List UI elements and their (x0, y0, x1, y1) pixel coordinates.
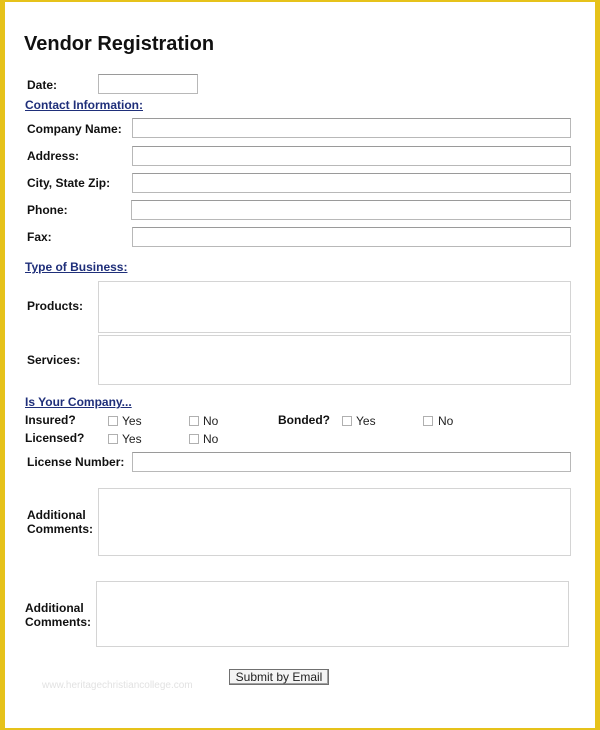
licensed-label: Licensed? (25, 431, 85, 445)
products-label: Products: (27, 299, 84, 313)
phone-label: Phone: (27, 203, 68, 217)
licensed-no-checkbox[interactable] (189, 434, 199, 444)
licensed-yes-checkbox[interactable] (108, 434, 118, 444)
bonded-label: Bonded? (278, 413, 330, 427)
license-number-input[interactable] (132, 452, 571, 472)
additional-comments-label-1a: Additional (27, 508, 86, 522)
company-name-label: Company Name: (27, 122, 122, 136)
insured-yes-checkbox[interactable] (108, 416, 118, 426)
products-textarea[interactable] (98, 281, 571, 333)
watermark-text: www.heritagechristiancollege.com (42, 680, 193, 691)
additional-comments-label-2a: Additional (25, 601, 84, 615)
additional-comments-textarea-2[interactable] (96, 581, 569, 647)
additional-comments-label-2b: Comments: (25, 615, 92, 629)
bonded-yes-checkbox[interactable] (342, 416, 352, 426)
insured-no-checkbox[interactable] (189, 416, 199, 426)
city-state-zip-input[interactable] (132, 173, 571, 193)
additional-comments-label-1b: Comments: (27, 522, 94, 536)
bonded-yes-label: Yes (356, 414, 376, 428)
submit-by-email-button[interactable]: Submit by Email (229, 669, 329, 685)
page-title: Vendor Registration (24, 33, 215, 55)
city-state-zip-label: City, State Zip: (27, 176, 111, 190)
company-section-heading: Is Your Company... (25, 395, 132, 409)
fax-label: Fax: (27, 230, 52, 244)
services-label: Services: (27, 353, 81, 367)
company-name-input[interactable] (132, 118, 571, 138)
insured-no-label: No (203, 414, 219, 428)
date-label: Date: (27, 78, 58, 92)
date-input[interactable] (98, 74, 198, 94)
contact-section-heading: Contact Information: (25, 98, 143, 112)
bonded-no-checkbox[interactable] (423, 416, 433, 426)
address-input[interactable] (132, 146, 571, 166)
licensed-yes-label: Yes (122, 432, 142, 446)
fax-input[interactable] (132, 227, 571, 247)
insured-yes-label: Yes (122, 414, 142, 428)
licensed-no-label: No (203, 432, 219, 446)
bonded-no-label: No (438, 414, 454, 428)
business-section-heading: Type of Business: (25, 260, 128, 274)
address-label: Address: (27, 149, 80, 163)
license-number-label: License Number: (27, 455, 125, 469)
phone-input[interactable] (131, 200, 571, 220)
additional-comments-textarea-1[interactable] (98, 488, 571, 556)
services-textarea[interactable] (98, 335, 571, 385)
insured-label: Insured? (25, 413, 76, 427)
